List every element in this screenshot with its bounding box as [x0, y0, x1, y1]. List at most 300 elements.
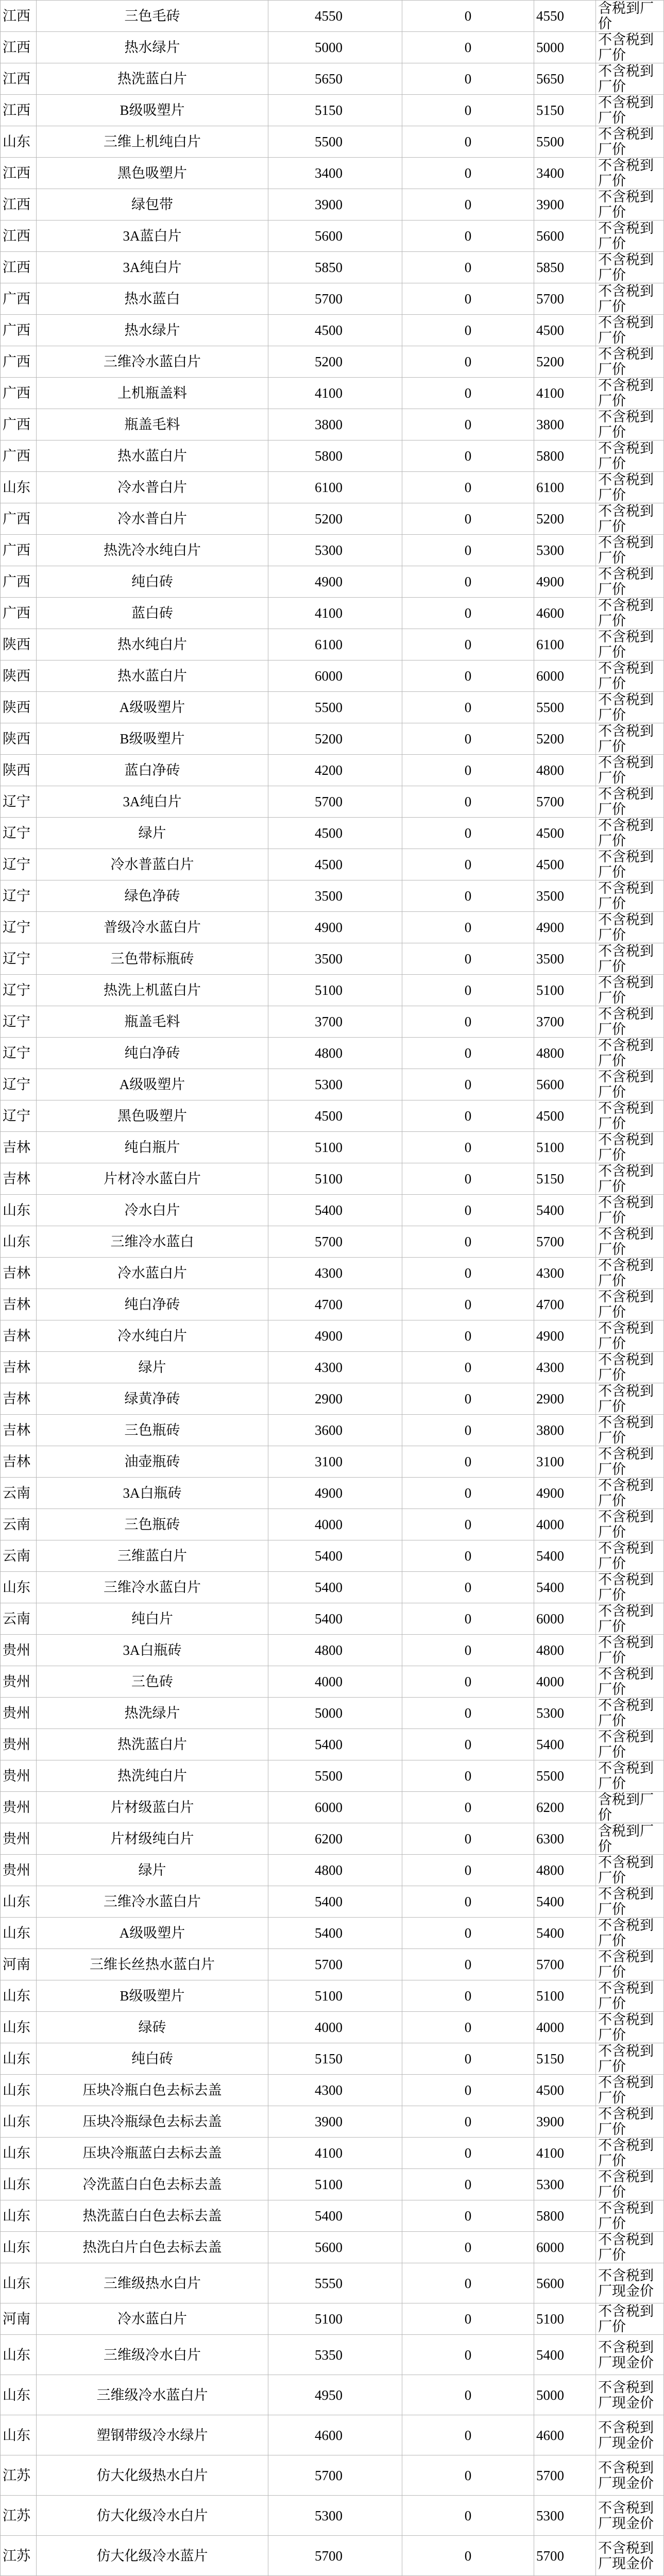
table-row	[1, 1635, 664, 1666]
region-cell: 吉林	[1, 1383, 37, 1415]
region-cell: 江西	[1, 189, 37, 221]
reference-price-cell: 5150	[534, 95, 596, 126]
change-cell: 0	[402, 440, 534, 472]
note-cell: 不含税到厂价	[596, 1603, 664, 1635]
note-cell: 不含税到厂价	[596, 63, 664, 95]
price-cell: 5100	[268, 2303, 402, 2335]
spec-cell: 纯白片	[37, 1603, 268, 1635]
table-row	[1, 1226, 664, 1258]
price-cell: 5500	[268, 1760, 402, 1792]
spec-cell: 三维蓝白片	[37, 1540, 268, 1572]
region-cell: 云南	[1, 1509, 37, 1540]
change-cell: 0	[402, 126, 534, 158]
table-row	[1, 346, 664, 378]
table-row	[1, 2138, 664, 2169]
reference-price-cell: 6000	[534, 2232, 596, 2263]
table-row	[1, 1446, 664, 1478]
price-cell: 5100	[268, 2169, 402, 2200]
price-cell: 4500	[268, 849, 402, 880]
region-cell: 广西	[1, 535, 37, 566]
region-cell: 云南	[1, 1603, 37, 1635]
price-cell: 4800	[268, 1038, 402, 1069]
spec-cell: 片材级纯白片	[37, 1823, 268, 1855]
change-cell: 0	[402, 2232, 534, 2263]
change-cell: 0	[402, 1289, 534, 1320]
reference-price-cell: 4900	[534, 912, 596, 943]
price-cell: 4000	[268, 2012, 402, 2043]
table-row	[1, 1352, 664, 1383]
note-cell: 不含税到厂价	[596, 283, 664, 315]
price-cell: 5350	[268, 2335, 402, 2375]
note-cell: 不含税到厂价	[596, 2169, 664, 2200]
reference-price-cell: 5800	[534, 440, 596, 472]
change-cell: 0	[402, 1760, 534, 1792]
note-cell: 不含税到厂价	[596, 252, 664, 283]
price-cell: 4800	[268, 1635, 402, 1666]
spec-cell: 3A白瓶砖	[37, 1635, 268, 1666]
change-cell: 0	[402, 692, 534, 723]
spec-cell: 三色带标瓶砖	[37, 943, 268, 975]
note-cell: 不含税到厂价	[596, 1949, 664, 1980]
price-cell: 5200	[268, 503, 402, 535]
spec-cell: 三维冷水蓝白	[37, 1226, 268, 1258]
note-cell: 不含税到厂价	[596, 1289, 664, 1320]
spec-cell: 纯白砖	[37, 2043, 268, 2075]
change-cell: 0	[402, 1603, 534, 1635]
spec-cell: 三维冷水蓝白片	[37, 1572, 268, 1603]
price-cell: 5150	[268, 95, 402, 126]
spec-cell: 热洗蓝白片	[37, 63, 268, 95]
note-cell: 不含税到厂价	[596, 1729, 664, 1760]
note-cell: 不含税到厂价	[596, 1195, 664, 1226]
region-cell: 辽宁	[1, 1006, 37, 1038]
region-cell: 陕西	[1, 629, 37, 660]
reference-price-cell: 4800	[534, 1855, 596, 1886]
table-row	[1, 1069, 664, 1100]
table-row	[1, 1195, 664, 1226]
price-cell: 5700	[268, 2455, 402, 2496]
change-cell: 0	[402, 2455, 534, 2496]
price-cell: 5000	[268, 1698, 402, 1729]
price-cell: 5550	[268, 2263, 402, 2303]
spec-cell: 热洗冷水纯白片	[37, 535, 268, 566]
table-row	[1, 566, 664, 598]
spec-cell: 三维级热水白片	[37, 2263, 268, 2303]
note-cell: 不含税到厂价	[596, 1760, 664, 1792]
price-cell: 5300	[268, 1069, 402, 1100]
change-cell: 0	[402, 2536, 534, 2576]
region-cell: 河南	[1, 2303, 37, 2335]
table-row	[1, 2200, 664, 2232]
table-row	[1, 1572, 664, 1603]
note-cell: 不含税到厂价	[596, 1635, 664, 1666]
spec-cell: 仿大化级冷水白片	[37, 2496, 268, 2536]
pet-price-table-body	[1, 1, 664, 2576]
region-cell: 贵州	[1, 1855, 37, 1886]
spec-cell: 冷水白片	[37, 1195, 268, 1226]
region-cell: 山东	[1, 2335, 37, 2375]
reference-price-cell: 3500	[534, 943, 596, 975]
table-row	[1, 1855, 664, 1886]
price-cell: 4500	[268, 315, 402, 346]
note-cell: 不含税到厂现金价	[596, 2375, 664, 2415]
note-cell: 不含税到厂价	[596, 535, 664, 566]
reference-price-cell: 4500	[534, 1100, 596, 1132]
table-row	[1, 1886, 664, 1918]
reference-price-cell: 4900	[534, 1478, 596, 1509]
reference-price-cell: 4550	[534, 1, 596, 32]
reference-price-cell: 6100	[534, 472, 596, 503]
spec-cell: 蓝白净砖	[37, 755, 268, 786]
price-cell: 5400	[268, 1572, 402, 1603]
reference-price-cell: 5500	[534, 126, 596, 158]
spec-cell: A级吸塑片	[37, 1069, 268, 1100]
table-row	[1, 849, 664, 880]
note-cell: 含税到厂价	[596, 1, 664, 32]
table-row	[1, 2536, 664, 2576]
price-cell: 4200	[268, 755, 402, 786]
price-cell: 5300	[268, 535, 402, 566]
region-cell: 陕西	[1, 660, 37, 692]
change-cell: 0	[402, 786, 534, 818]
table-row	[1, 2075, 664, 2106]
table-row	[1, 158, 664, 189]
reference-price-cell: 3900	[534, 189, 596, 221]
table-row	[1, 1949, 664, 1980]
reference-price-cell: 5700	[534, 283, 596, 315]
spec-cell: 热洗绿片	[37, 1698, 268, 1729]
note-cell: 不含税到厂价	[596, 755, 664, 786]
region-cell: 吉林	[1, 1258, 37, 1289]
note-cell: 不含税到厂价	[596, 723, 664, 755]
reference-price-cell: 5300	[534, 535, 596, 566]
table-row	[1, 2263, 664, 2303]
change-cell: 0	[402, 1352, 534, 1383]
region-cell: 广西	[1, 566, 37, 598]
price-cell: 5100	[268, 1163, 402, 1195]
price-cell: 4000	[268, 1509, 402, 1540]
change-cell: 0	[402, 346, 534, 378]
change-cell: 0	[402, 1100, 534, 1132]
note-cell: 不含税到厂价	[596, 1069, 664, 1100]
spec-cell: 热水蓝白	[37, 283, 268, 315]
reference-price-cell: 5400	[534, 1729, 596, 1760]
reference-price-cell: 5800	[534, 2200, 596, 2232]
spec-cell: 热洗白片白色去标去盖	[37, 2232, 268, 2263]
price-cell: 6100	[268, 629, 402, 660]
reference-price-cell: 5700	[534, 2536, 596, 2576]
region-cell: 山东	[1, 126, 37, 158]
region-cell: 吉林	[1, 1320, 37, 1352]
reference-price-cell: 3100	[534, 1446, 596, 1478]
change-cell: 0	[402, 315, 534, 346]
change-cell: 0	[402, 723, 534, 755]
change-cell: 0	[402, 2138, 534, 2169]
table-row	[1, 660, 664, 692]
region-cell: 广西	[1, 598, 37, 629]
table-row	[1, 1100, 664, 1132]
table-row	[1, 252, 664, 283]
note-cell: 不含税到厂价	[596, 1352, 664, 1383]
reference-price-cell: 3900	[534, 2106, 596, 2138]
region-cell: 辽宁	[1, 1038, 37, 1069]
change-cell: 0	[402, 2496, 534, 2536]
table-row	[1, 63, 664, 95]
price-cell: 6100	[268, 472, 402, 503]
region-cell: 江苏	[1, 2455, 37, 2496]
price-cell: 3500	[268, 943, 402, 975]
spec-cell: B级吸塑片	[37, 1980, 268, 2012]
reference-price-cell: 6000	[534, 1603, 596, 1635]
price-cell: 5200	[268, 346, 402, 378]
note-cell: 不含税到厂价	[596, 1886, 664, 1918]
spec-cell: 普级冷水蓝白片	[37, 912, 268, 943]
note-cell: 不含税到厂价	[596, 472, 664, 503]
price-cell: 5600	[268, 2232, 402, 2263]
note-cell: 不含税到厂价	[596, 158, 664, 189]
region-cell: 江苏	[1, 2536, 37, 2576]
region-cell: 吉林	[1, 1132, 37, 1163]
table-row	[1, 503, 664, 535]
spec-cell: 绿色净砖	[37, 880, 268, 912]
reference-price-cell: 4600	[534, 2415, 596, 2455]
price-cell: 4100	[268, 2138, 402, 2169]
spec-cell: 三色瓶砖	[37, 1415, 268, 1446]
region-cell: 广西	[1, 503, 37, 535]
price-cell: 5100	[268, 975, 402, 1006]
table-row	[1, 2012, 664, 2043]
reference-price-cell: 5100	[534, 1132, 596, 1163]
change-cell: 0	[402, 1729, 534, 1760]
change-cell: 0	[402, 1509, 534, 1540]
note-cell: 不含税到厂价	[596, 1038, 664, 1069]
reference-price-cell: 5400	[534, 1572, 596, 1603]
note-cell: 不含税到厂价	[596, 1415, 664, 1446]
reference-price-cell: 4600	[534, 598, 596, 629]
region-cell: 贵州	[1, 1698, 37, 1729]
region-cell: 吉林	[1, 1289, 37, 1320]
reference-price-cell: 5300	[534, 2169, 596, 2200]
table-row	[1, 2496, 664, 2536]
reference-price-cell: 2900	[534, 1383, 596, 1415]
spec-cell: 瓶盖毛料	[37, 409, 268, 440]
spec-cell: 冷水纯白片	[37, 1320, 268, 1352]
spec-cell: 热水纯白片	[37, 629, 268, 660]
price-cell: 6200	[268, 1823, 402, 1855]
region-cell: 吉林	[1, 1415, 37, 1446]
note-cell: 不含税到厂价	[596, 503, 664, 535]
spec-cell: 片材级蓝白片	[37, 1792, 268, 1823]
note-cell: 不含税到厂价	[596, 1478, 664, 1509]
table-row	[1, 943, 664, 975]
change-cell: 0	[402, 1792, 534, 1823]
spec-cell: 绿片	[37, 818, 268, 849]
spec-cell: 三色砖	[37, 1666, 268, 1698]
note-cell: 不含税到厂价	[596, 1509, 664, 1540]
change-cell: 0	[402, 1572, 534, 1603]
region-cell: 江西	[1, 63, 37, 95]
table-row	[1, 2043, 664, 2075]
spec-cell: 三维级冷水蓝白片	[37, 2375, 268, 2415]
price-cell: 5800	[268, 440, 402, 472]
price-cell: 5700	[268, 786, 402, 818]
spec-cell: 瓶盖毛料	[37, 1006, 268, 1038]
change-cell: 0	[402, 755, 534, 786]
change-cell: 0	[402, 1855, 534, 1886]
note-cell: 不含税到厂价	[596, 1383, 664, 1415]
reference-price-cell: 4500	[534, 849, 596, 880]
price-cell: 4100	[268, 598, 402, 629]
reference-price-cell: 5100	[534, 2303, 596, 2335]
note-cell: 不含税到厂价	[596, 786, 664, 818]
region-cell: 辽宁	[1, 849, 37, 880]
price-cell: 6000	[268, 660, 402, 692]
change-cell: 0	[402, 975, 534, 1006]
reference-price-cell: 5400	[534, 1886, 596, 1918]
reference-price-cell: 5200	[534, 503, 596, 535]
note-cell: 不含税到厂价	[596, 2232, 664, 2263]
region-cell: 山东	[1, 2375, 37, 2415]
note-cell: 不含税到厂价	[596, 566, 664, 598]
note-cell: 不含税到厂价	[596, 1855, 664, 1886]
change-cell: 0	[402, 503, 534, 535]
reference-price-cell: 6100	[534, 629, 596, 660]
region-cell: 山东	[1, 1572, 37, 1603]
table-row	[1, 1980, 664, 2012]
price-cell: 4900	[268, 1478, 402, 1509]
price-cell: 4950	[268, 2375, 402, 2415]
price-cell: 6000	[268, 1792, 402, 1823]
change-cell: 0	[402, 189, 534, 221]
price-cell: 4000	[268, 1666, 402, 1698]
table-row	[1, 32, 664, 63]
note-cell: 不含税到厂价	[596, 912, 664, 943]
spec-cell: 热洗蓝白白色去标去盖	[37, 2200, 268, 2232]
region-cell: 山东	[1, 2232, 37, 2263]
region-cell: 辽宁	[1, 1100, 37, 1132]
price-cell: 4300	[268, 1352, 402, 1383]
change-cell: 0	[402, 535, 534, 566]
price-cell: 5700	[268, 2536, 402, 2576]
change-cell: 0	[402, 2012, 534, 2043]
reference-price-cell: 4000	[534, 1666, 596, 1698]
price-cell: 4900	[268, 1320, 402, 1352]
table-row	[1, 1760, 664, 1792]
spec-cell: 冷水蓝白片	[37, 1258, 268, 1289]
change-cell: 0	[402, 1478, 534, 1509]
region-cell: 山东	[1, 2043, 37, 2075]
reference-price-cell: 4100	[534, 2138, 596, 2169]
table-row	[1, 2303, 664, 2335]
change-cell: 0	[402, 283, 534, 315]
change-cell: 0	[402, 63, 534, 95]
note-cell: 不含税到厂价	[596, 1226, 664, 1258]
region-cell: 江西	[1, 1, 37, 32]
table-row	[1, 2335, 664, 2375]
note-cell: 不含税到厂价	[596, 1980, 664, 2012]
table-row	[1, 221, 664, 252]
change-cell: 0	[402, 1226, 534, 1258]
region-cell: 山东	[1, 2415, 37, 2455]
spec-cell: 纯白净砖	[37, 1289, 268, 1320]
spec-cell: 压块冷瓶绿色去标去盖	[37, 2106, 268, 2138]
note-cell: 不含税到厂价	[596, 95, 664, 126]
reference-price-cell: 5700	[534, 1226, 596, 1258]
note-cell: 不含税到厂价	[596, 1918, 664, 1949]
change-cell: 0	[402, 1320, 534, 1352]
table-row	[1, 1132, 664, 1163]
change-cell: 0	[402, 1823, 534, 1855]
table-row	[1, 1383, 664, 1415]
region-cell: 云南	[1, 1478, 37, 1509]
spec-cell: 热水绿片	[37, 32, 268, 63]
change-cell: 0	[402, 1069, 534, 1100]
price-cell: 4100	[268, 378, 402, 409]
spec-cell: 3A纯白片	[37, 786, 268, 818]
region-cell: 吉林	[1, 1446, 37, 1478]
reference-price-cell: 5200	[534, 346, 596, 378]
spec-cell: 绿砖	[37, 2012, 268, 2043]
region-cell: 辽宁	[1, 880, 37, 912]
reference-price-cell: 3800	[534, 409, 596, 440]
note-cell: 不含税到厂价	[596, 1698, 664, 1729]
price-cell: 2900	[268, 1383, 402, 1415]
note-cell: 含税到厂价	[596, 1792, 664, 1823]
table-row	[1, 1666, 664, 1698]
region-cell: 广西	[1, 440, 37, 472]
region-cell: 江苏	[1, 2496, 37, 2536]
reference-price-cell: 4800	[534, 1038, 596, 1069]
reference-price-cell: 5000	[534, 2375, 596, 2415]
spec-cell: 3A蓝白片	[37, 221, 268, 252]
price-cell: 5300	[268, 2496, 402, 2536]
spec-cell: 冷洗蓝白白色去标去盖	[37, 2169, 268, 2200]
change-cell: 0	[402, 1698, 534, 1729]
region-cell: 广西	[1, 346, 37, 378]
table-row	[1, 440, 664, 472]
table-row	[1, 1603, 664, 1635]
spec-cell: 蓝白砖	[37, 598, 268, 629]
region-cell: 贵州	[1, 1760, 37, 1792]
spec-cell: 片材冷水蓝白片	[37, 1163, 268, 1195]
table-row	[1, 1698, 664, 1729]
price-cell: 4900	[268, 912, 402, 943]
region-cell: 山东	[1, 1195, 37, 1226]
note-cell: 不含税到厂价	[596, 598, 664, 629]
region-cell: 辽宁	[1, 818, 37, 849]
table-row	[1, 975, 664, 1006]
change-cell: 0	[402, 2106, 534, 2138]
change-cell: 0	[402, 1540, 534, 1572]
table-row	[1, 786, 664, 818]
change-cell: 0	[402, 880, 534, 912]
note-cell: 不含税到厂价	[596, 2303, 664, 2335]
price-cell: 5400	[268, 1603, 402, 1635]
spec-cell: 冷水普蓝白片	[37, 849, 268, 880]
price-cell: 3900	[268, 189, 402, 221]
table-row	[1, 2106, 664, 2138]
reference-price-cell: 5700	[534, 2455, 596, 2496]
table-row	[1, 723, 664, 755]
spec-cell: 三维上机纯白片	[37, 126, 268, 158]
table-row	[1, 755, 664, 786]
table-row	[1, 1006, 664, 1038]
note-cell: 不含税到厂价	[596, 2106, 664, 2138]
reference-price-cell: 5600	[534, 221, 596, 252]
change-cell: 0	[402, 95, 534, 126]
table-row	[1, 1729, 664, 1760]
change-cell: 0	[402, 409, 534, 440]
